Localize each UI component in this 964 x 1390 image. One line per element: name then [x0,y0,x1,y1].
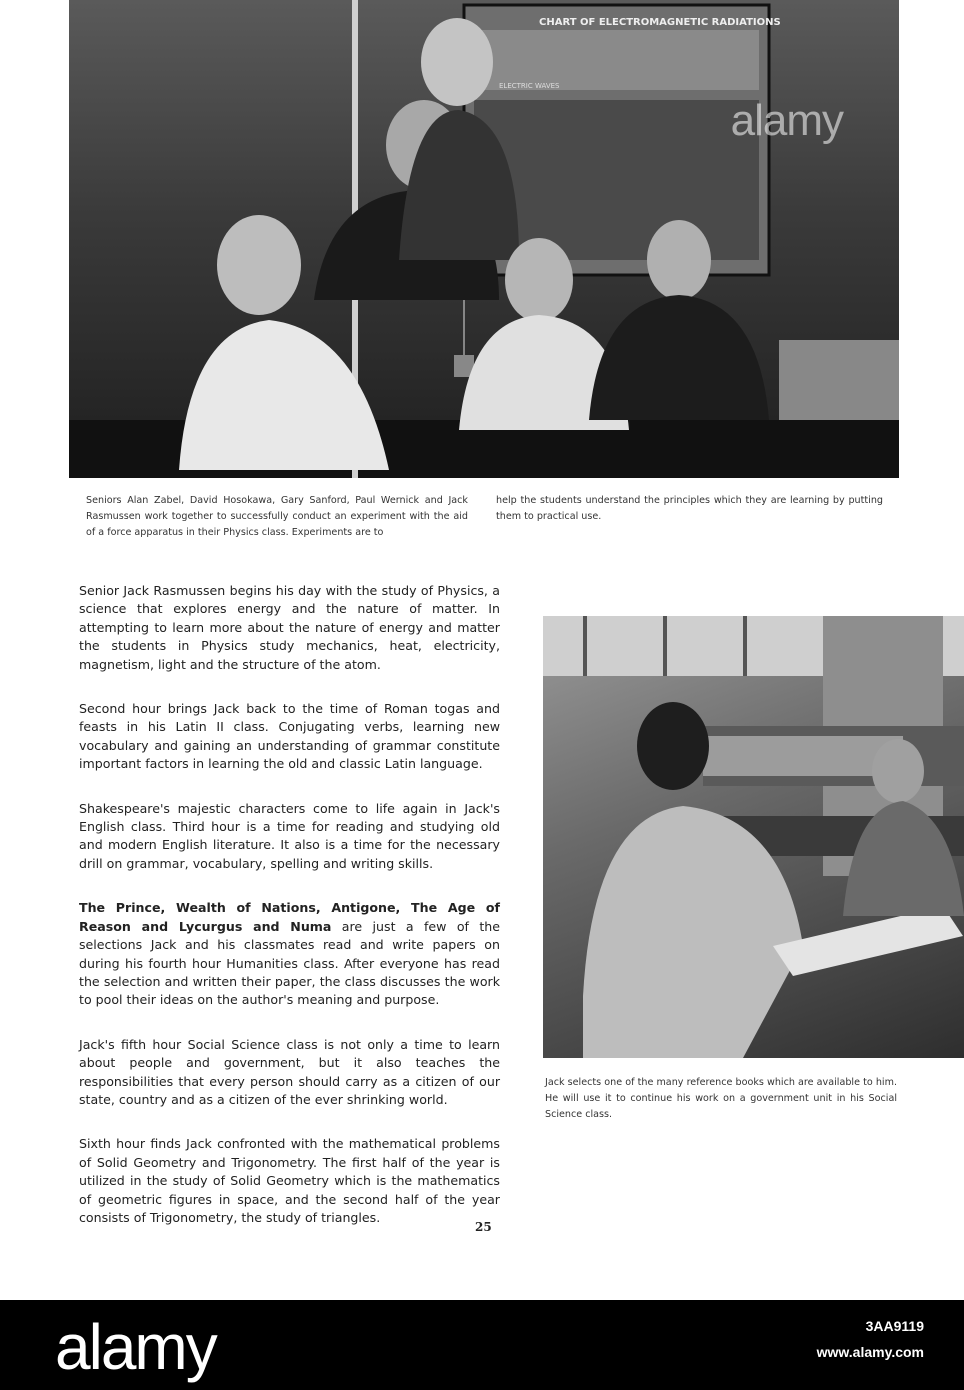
chart-sub: ELECTRIC WAVES [499,82,560,90]
top-caption-right: help the students understand the principles which they are learning by putting them to practical use. [496,495,883,522]
image-id: 3AA9119 [865,1318,924,1334]
chart-heading: CHART OF ELECTROMAGNETIC RADIATIONS [539,17,781,28]
page-number: 25 [475,1220,492,1234]
stock-footer-bar [0,1300,964,1390]
paragraph-physics: Senior Jack Rasmussen begins his day with the study of Physics, a science that explores energy and the nature of matter. In attempting to learn more about the nature of energy and matter the students in Physics study mechanics, heat, electricity, magnetism, light and the structure of the atom. [79,583,500,672]
lab-sink [779,340,899,420]
social-science-class-photo [543,616,964,1058]
bottom-caption: Jack selects one of the many reference books which are available to him. He will use it to continue his work on a government unit in his Social Science class. [545,1077,897,1120]
paragraph-humanities [79,899,500,1009]
desk [773,906,963,976]
humanities-titles: The Prince, Wealth of Nations, Antigone, The Age of Reason and Lycurgus and Numa [79,900,500,934]
top-caption-left: Seniors Alan Zabel, David Hosokawa, Gary Sanford, Paul Wernick and Jack Rasmussen work together to successfully conduct an experiment with the aid of a force apparatus in their Physics class. Experiments are to [86,495,468,538]
alamy-watermark: alamy [730,96,843,145]
paragraph-latin: Second hour brings Jack back to the time of Roman togas and feasts in his Latin II class. Conjugating verbs, learning new vocabulary and gaining an understanding of grammar constitute important factors in learning the old and classic Latin language. [79,701,500,772]
alamy-logo: alamy [55,1311,216,1383]
paragraph-english: Shakespeare's majestic characters come to life again in Jack's English class. Third hour is a time for reading and studying old and modern English literature. It also is a time for the necessary drill on grammar, vocabulary, spelling and writing skills. [79,800,500,871]
physics-photo-illustration [69,0,899,478]
humanities-text: are just a few of the selections Jack and his classmates read and write papers on during his fourth hour Humanities class. After everyone has read the selection and written their paper, the class discusses the work to pool their ideas on the author's meaning and purpose. [79,918,500,1008]
social-science-photo-illustration [543,616,964,1058]
article-body [79,582,500,1253]
physics-class-photo [69,0,899,478]
paragraph-social-science: Jack's fifth hour Social Science class is not only a time to learn about people and government, but it also teaches the responsibilities that every person should carry as a citizen of our state, country and as a citizen of the ever shrinking world. [79,1036,500,1107]
paragraph-math: Sixth hour finds Jack confronted with the mathematical problems of Solid Geometry and Trigonometry. The first half of the year is utilized in the study of Solid Geometry which is the mathematics of geometric figures in space, and the second half of the year consists of Trigonometry, the study of triangles. [79,1136,500,1225]
site-url[interactable]: www.alamy.com [816,1344,924,1360]
